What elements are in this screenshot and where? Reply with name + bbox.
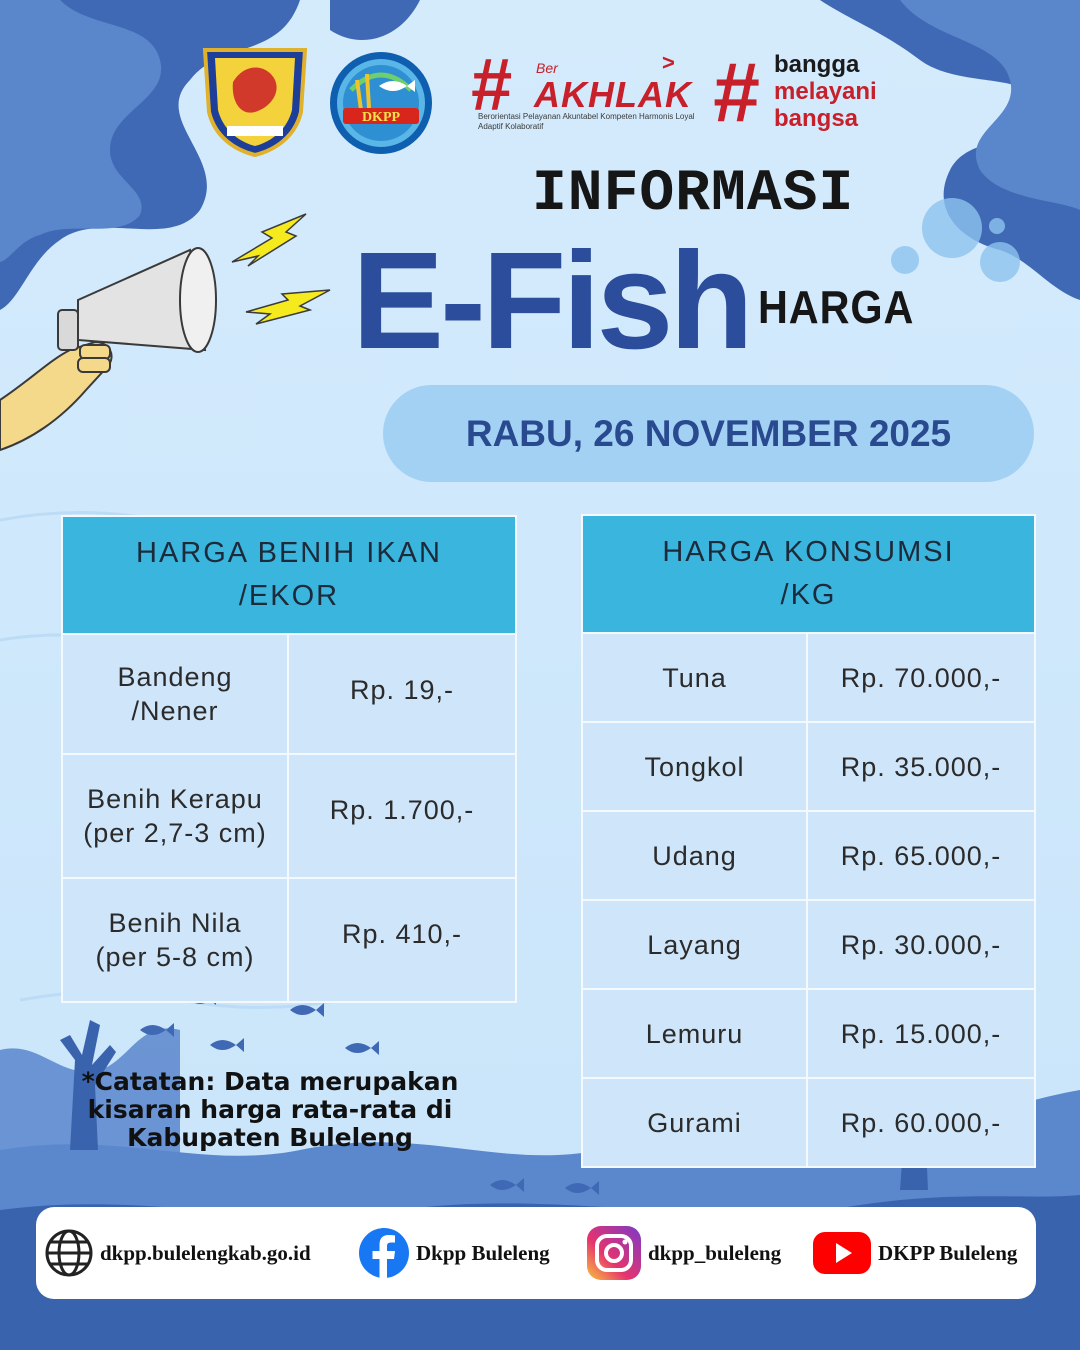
table-row bbox=[63, 879, 515, 1001]
fish-name-cell: Gurami bbox=[583, 1079, 808, 1166]
table-row bbox=[63, 755, 515, 879]
youtube-text: DKPP Buleleng bbox=[878, 1240, 1018, 1265]
bangga-line-3: bangsa bbox=[774, 105, 859, 132]
bangga-line-1: bangga bbox=[774, 51, 860, 78]
berakhlak-logo bbox=[470, 43, 695, 137]
fish-name-cell: Udang bbox=[583, 812, 808, 899]
table-row bbox=[583, 723, 1034, 812]
dkpp-logo-text: DKPP bbox=[361, 110, 401, 125]
instagram-text: dkpp_buleleng bbox=[648, 1240, 782, 1265]
chevron-right-icon: > bbox=[662, 50, 675, 75]
price-cell: Rp. 19,- bbox=[349, 675, 455, 705]
consumption-table-header-line1: HARGA KONSUMSI bbox=[662, 536, 955, 568]
seed-table-header-line1: HARGA BENIH IKAN bbox=[136, 537, 442, 569]
hashtag-icon: # bbox=[712, 45, 759, 139]
price-cell: Rp. 65.000,- bbox=[840, 840, 1002, 871]
facebook-text: Dkpp Buleleng bbox=[416, 1240, 550, 1265]
fish-name-cell bbox=[63, 635, 289, 753]
fish-name-cell: Tuna bbox=[583, 634, 808, 721]
youtube-icon bbox=[812, 1231, 872, 1275]
instagram-icon bbox=[586, 1225, 642, 1281]
date-text: RABU, 26 NOVEMBER 2025 bbox=[465, 412, 952, 454]
social-footer bbox=[36, 1207, 1036, 1299]
instagram-link[interactable] bbox=[586, 1207, 781, 1299]
facebook-link[interactable] bbox=[358, 1207, 550, 1299]
fish-name: Benih Nila bbox=[108, 908, 242, 938]
seed-table-header bbox=[63, 517, 515, 635]
seed-table-header-line2: /EKOR bbox=[238, 580, 340, 612]
price-cell: Rp. 35.000,- bbox=[840, 751, 1002, 782]
website-link[interactable] bbox=[44, 1207, 311, 1299]
fish-name: Bandeng bbox=[117, 662, 233, 692]
akhlak-word: AKHLAK bbox=[534, 74, 692, 115]
price-cell: Rp. 1.700,- bbox=[329, 795, 475, 825]
bangga-melayani-bangsa-logo bbox=[712, 45, 912, 140]
consumption-price-table bbox=[581, 514, 1036, 1168]
table-row bbox=[583, 634, 1034, 723]
bangga-line-2: melayani bbox=[774, 78, 877, 105]
table-row bbox=[583, 990, 1034, 1079]
globe-icon bbox=[44, 1228, 94, 1278]
fish-name-cell: Layang bbox=[583, 901, 808, 988]
price-cell: Rp. 410,- bbox=[341, 919, 463, 949]
table-row bbox=[583, 1079, 1034, 1166]
website-text: dkpp.bulelengkab.go.id bbox=[100, 1240, 311, 1265]
date-banner bbox=[383, 385, 1034, 482]
price-cell: Rp. 15.000,- bbox=[840, 1018, 1002, 1049]
title-harga: HARGA bbox=[758, 281, 915, 333]
fish-name-detail: (per 2,7-3 cm) bbox=[83, 818, 267, 848]
price-cell: Rp. 60.000,- bbox=[840, 1107, 1002, 1138]
table-row bbox=[583, 901, 1034, 990]
seed-price-table bbox=[61, 515, 517, 1003]
table-row bbox=[583, 812, 1034, 901]
akhlak-ber-text: Ber bbox=[536, 60, 558, 76]
fish-name-cell bbox=[63, 879, 289, 1001]
title-efish: E-Fish bbox=[352, 224, 750, 378]
buleleng-emblem-logo bbox=[195, 42, 315, 157]
youtube-link[interactable] bbox=[812, 1207, 1017, 1299]
price-cell: Rp. 70.000,- bbox=[840, 662, 1002, 693]
title-informasi: INFORMASI bbox=[532, 162, 855, 227]
footnote: *Catatan: Data merupakan kisaran harga rata-rata di Kabupaten Buleleng bbox=[81, 1067, 459, 1152]
fish-name-cell bbox=[63, 755, 289, 877]
facebook-icon bbox=[358, 1227, 410, 1279]
fish-name-detail: /Nener bbox=[131, 696, 219, 726]
hashtag-icon: # bbox=[470, 43, 512, 126]
table-row bbox=[63, 635, 515, 755]
price-cell: Rp. 30.000,- bbox=[840, 929, 1002, 960]
fish-name: Benih Kerapu bbox=[87, 784, 263, 814]
dkpp-logo bbox=[327, 50, 435, 156]
consumption-table-header-line2: /KG bbox=[780, 579, 837, 611]
fish-name-detail: (per 5-8 cm) bbox=[95, 942, 255, 972]
fish-name-cell: Tongkol bbox=[583, 723, 808, 810]
fish-name-cell: Lemuru bbox=[583, 990, 808, 1077]
consumption-table-header bbox=[583, 516, 1034, 634]
akhlak-subtitle: Berorientasi Pelayanan Akuntabel Kompeten Harmonis Loyal Adaptif Kolaboratif bbox=[478, 112, 695, 131]
